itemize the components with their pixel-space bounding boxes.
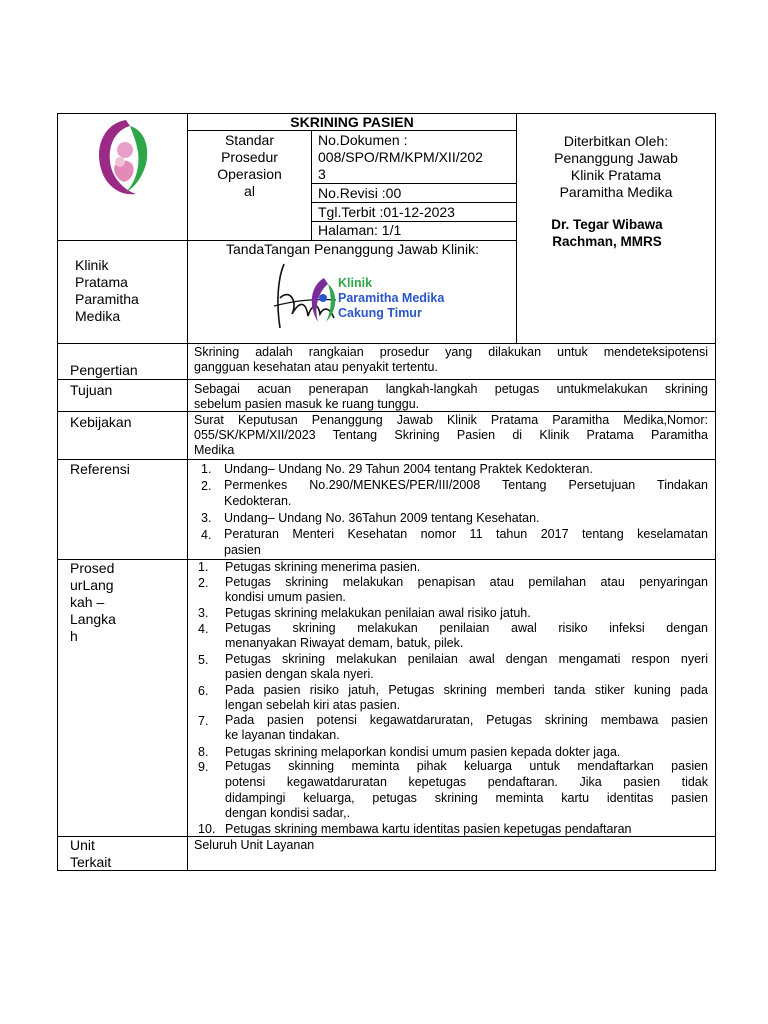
clinic-name: Klinik Pratama Paramitha Medika [75,257,139,324]
pengertian-line-2: gangguan kesehatan atau penyakit tertentu. [194,360,438,374]
clinic-stamp: Klinik Paramitha Medika Cakung Timur [306,272,456,330]
referensi-label: Referensi [70,461,130,477]
prosedur-item-8: 8. [198,745,209,759]
standar-prosedur-label: Standar Prosedur Operasion al [217,132,282,199]
kebijakan-line-1: Surat Keputusan Penanggung Jawab Klinik Pratama Paramitha Medika,Nomor: [194,413,708,427]
pengertian-line-1: Skrining adalah rangkaian prosedur yang dilakukan untuk mendeteksipotensi [194,345,708,359]
referensi-item-1: 1. [201,462,212,476]
referensi-item-3: 3. [201,511,212,525]
prosedur-item-7: 7. [198,714,209,728]
prosedur-item-9: 9. [198,760,209,774]
pengertian-label: Pengertian [70,362,138,378]
prosedur-item-6: 6. [198,684,209,698]
prosedur-item-1: 1. [198,560,209,574]
prosedur-item-4: 4. [198,622,209,636]
kebijakan-label: Kebijakan [70,414,132,430]
unit-terkait-value: Seluruh Unit Layanan [194,838,315,852]
no-dokumen: No.Dokumen : 008/SPO/RM/KPM/XII/202 3 [318,132,483,182]
tujuan-line-2: sebelum pasien masuk ke ruang tunggu. [194,397,420,411]
prosedur-item-10: 10. [198,822,216,836]
no-revisi: No.Revisi :00 [318,185,402,201]
document-title: SKRINING PASIEN [290,114,414,130]
mother-child-logo-icon [92,116,154,198]
prosedur-label: Prosed urLang kah – Langka h [70,560,116,644]
kebijakan-line-3: Medika [194,443,235,457]
clinic-logo [92,116,154,198]
unit-terkait-label: Unit Terkait [70,837,112,870]
referensi-item-2: 2. [201,479,212,493]
tgl-terbit: Tgl.Terbit :01-12-2023 [318,204,455,220]
tujuan-line-1: Sebagai acuan penerapan langkah-langkah petugas untukmelakukan skrining [194,382,708,396]
halaman: Halaman: 1/1 [318,222,402,238]
referensi-item-4: 4. [201,528,212,542]
tanda-tangan-label: TandaTangan Penanggung Jawab Klinik: [226,241,479,257]
diterbitkan-oleh: Diterbitkan Oleh: Penanggung Jawab Klinik Pratama Paramitha Medika [554,133,678,200]
signer-name: Dr. Tegar Wibawa Rachman, MMRS [551,217,663,249]
kebijakan-line-2: 055/SK/KPM/XII/2023 Tentang Skrining Pasien di Klinik Pratama Paramitha [194,428,708,442]
prosedur-item-2: 2. [198,576,209,590]
tujuan-label: Tujuan [70,382,113,398]
prosedur-item-5: 5. [198,653,209,667]
stamp-leaf-icon [306,276,340,326]
prosedur-item-3: 3. [198,606,209,620]
